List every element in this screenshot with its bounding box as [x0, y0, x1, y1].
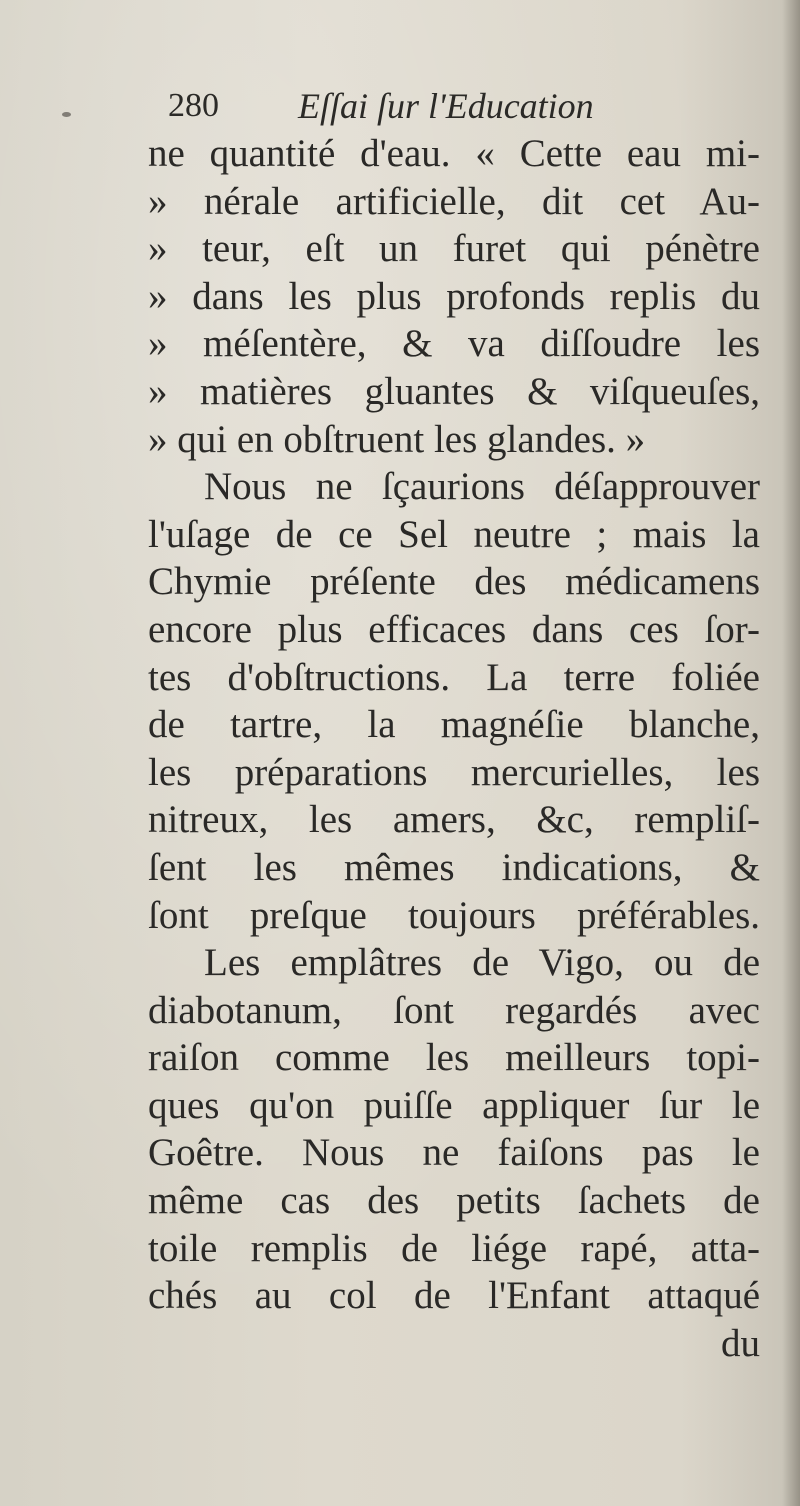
page-header	[160, 84, 720, 134]
body-text	[148, 130, 760, 1367]
catchword: du	[721, 1321, 760, 1365]
text-line: chés au col de l'Enfant attaqué	[148, 1274, 760, 1318]
text-line: même cas des petits ſachets de	[148, 1179, 760, 1223]
text-line: ne quantité d'eau. « Cette eau mi-	[148, 132, 760, 175]
text-line: Goêtre. Nous ne faiſons pas le	[148, 1131, 760, 1175]
text-line: nitreux, les amers, &c, rempliſ-	[148, 798, 760, 842]
text-line: » qui en obſtruent les glandes. »	[148, 417, 646, 461]
text-line: encore plus efficaces dans ces ſor-	[148, 607, 760, 651]
text-line: » teur, eſt un furet qui pénètre	[148, 227, 760, 271]
text-line: diabotanum, ſont regardés avec	[148, 988, 760, 1032]
ink-speck	[62, 112, 71, 117]
text-line: l'uſage de ce Sel neutre ; mais la	[148, 512, 760, 556]
text-line: » dans les plus profonds replis du	[148, 274, 760, 318]
text-line: ſont preſque toujours préférables.	[148, 893, 760, 937]
text-line: » matières gluantes & viſqueuſes,	[148, 369, 760, 413]
paragraph-start-line: Nous ne ſçaurions déſapprouver	[204, 465, 760, 509]
text-line: tes d'obſtructions. La terre foliée	[148, 655, 760, 699]
text-line: ſent les mêmes indications, &	[148, 845, 760, 889]
text-line: toile remplis de liége rapé, atta-	[148, 1226, 760, 1270]
page-number: 280	[168, 87, 219, 124]
paragraph-start-line: Les emplâtres de Vigo, ou de	[204, 941, 760, 985]
running-title: Eſſai ſur l'Education	[298, 86, 594, 126]
text-line: Chymie préſente des médicamens	[148, 560, 760, 604]
text-line: de tartre, la magnéſie blanche,	[148, 703, 760, 747]
page-edge-shadow	[782, 0, 800, 1506]
text-line: les préparations mercurielles, les	[148, 750, 760, 794]
text-line: » nérale artificielle, dit cet Au-	[148, 179, 760, 223]
text-line: raiſon comme les meilleurs topi-	[148, 1036, 760, 1080]
text-line: » méſentère, & va diſſoudre les	[148, 322, 760, 366]
text-line: ques qu'on puiſſe appliquer ſur le	[148, 1083, 760, 1127]
